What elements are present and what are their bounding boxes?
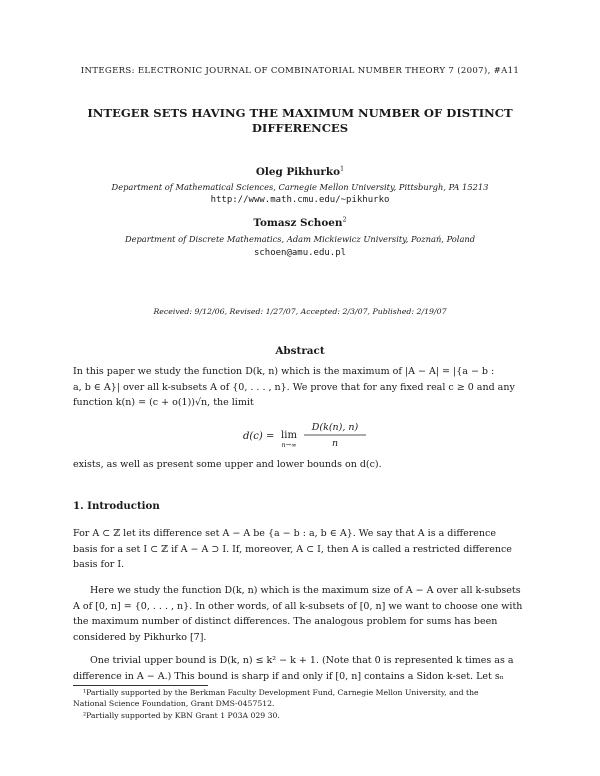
author-2-name-text: Tomasz Schoen (253, 217, 343, 229)
abstract-conclusion (73, 457, 527, 473)
intro-p3-line-2: difference in A − A.) This bound is sharp if and only if [0, n] contains a Sidon k-set. Let sₙ (73, 670, 504, 682)
intro-p3-line-1: One trivial upper bound is D(k, n) ≤ k² − k + 1. (Note that 0 is represented k times as a (90, 655, 514, 666)
footnote-2 (73, 711, 527, 722)
author-2-email[interactable]: schoen@amu.edu.pl (253, 248, 347, 258)
abstract-line-1: In this paper we study the function D(k, n) which is the maximum of |A − A| = |{a − b : (73, 366, 495, 377)
footnote-1 (73, 688, 527, 709)
limit-formula (0, 419, 600, 451)
paper-title (60, 106, 540, 136)
author-2-footnote-mark: 2 (342, 215, 347, 224)
journal-header: INTEGERS: ELECTRONIC JOURNAL OF COMBINATORIAL NUMBER THEORY 7 (2007), #A11 (80, 66, 520, 76)
formula-lim-subscript: n→∞ (281, 441, 297, 449)
formula-lhs: d(c) = (243, 431, 275, 442)
footnote-2-line-1: ²Partially supported by KBN Grant 1 P03A 029 30. (83, 711, 280, 720)
author-1-name-text: Oleg Pikhurko (255, 166, 341, 178)
intro-p2-line-2: A of [0, n] = {0, . . . , n}. In other words, of all k-subsets of [0, n] we want to choose one with (73, 600, 523, 612)
title-line-1: INTEGER SETS HAVING THE MAXIMUM NUMBER OF DISTINCT (87, 106, 513, 120)
author-1-affiliation: Department of Mathematical Sciences, Carnegie Mellon University, Pittsburgh, PA 15213 (111, 182, 489, 192)
title-line-2: DIFFERENCES (251, 121, 349, 135)
footnote-1-line-2: National Science Foundation, Grant DMS-0457512. (73, 698, 275, 708)
author-1-name (0, 166, 600, 178)
abstract-line-3: function k(n) = (c + o(1))√n, the limit (73, 397, 254, 408)
intro-p1-line-3: basis for I. (73, 559, 125, 570)
author-2-name (0, 217, 600, 229)
intro-paragraph-2 (73, 583, 527, 645)
author-1-url[interactable]: http://www.math.cmu.edu/~pikhurko (210, 195, 390, 205)
intro-p1-line-1: For A ⊂ ℤ let its difference set A − A be {a − b : a, b ∈ A}. We say that A is a difference (73, 528, 496, 539)
section-heading-introduction: 1. Introduction (73, 500, 160, 512)
intro-paragraph-1 (73, 526, 527, 573)
formula-numerator: D(k(n), n) (311, 422, 359, 433)
author-2-affiliation: Department of Discrete Mathematics, Adam Mickiewicz University, Poznań, Poland (124, 234, 476, 244)
intro-paragraph-3 (73, 653, 527, 684)
abstract-text (73, 364, 527, 411)
abstract-line-2: a, b ∈ A}| over all k-subsets A of {0, . . . , n}. We prove that for any fixed real c ≥ 0 and any (73, 381, 515, 393)
intro-p2-line-1: Here we study the function D(k, n) which is the maximum size of A − A over all k-subsets (90, 585, 521, 596)
publication-dates: Received: 9/12/06, Revised: 1/27/07, Accepted: 2/3/07, Published: 2/19/07 (153, 307, 447, 316)
formula-lim: lim (281, 430, 297, 441)
intro-p2-line-3: the maximum number of distinct differences. The analogous problem for sums has been (73, 616, 498, 627)
intro-p2-line-4: considered by Pikhurko [7]. (73, 631, 207, 643)
formula-denominator: n (331, 438, 339, 449)
intro-p1-line-2: basis for a set I ⊂ ℤ if A − A ⊃ I. If, moreover, A ⊂ I, then A is called a restricted difference (73, 543, 512, 555)
footnote-separator (73, 685, 208, 686)
footnote-1-line-1: ¹Partially supported by the Berkman Faculty Development Fund, Carnegie Mellon University, and the (83, 688, 479, 697)
abstract-heading: Abstract (275, 345, 325, 357)
abstract-line-4: exists, as well as present some upper and lower bounds on d(c). (73, 459, 382, 470)
author-1-footnote-mark: 1 (340, 164, 345, 173)
